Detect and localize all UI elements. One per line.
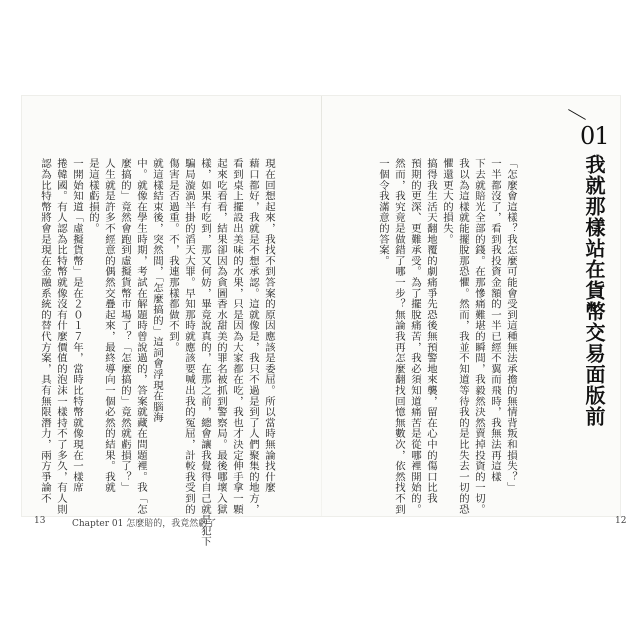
- left-page-line: 藉口都好，我就是不想承認。這就像是，我只不過是到了人們聚集的地方，: [247, 158, 259, 515]
- left-page-line: 傷害是否過重。不，我連那樣都做不到。: [167, 158, 179, 353]
- chapter-title: 我就那樣站在貨幣交易面版前: [582, 154, 606, 427]
- right-page-line: 搞得我生活天翻地覆的劇痛爭先恐後無預警地來襲，留在心中的傷口比我: [425, 158, 437, 504]
- left-page-line: 麼搞的」竟然會跑到虛擬貨幣市場了？「怎麼搞的」竟然就虧損了？」: [119, 158, 131, 493]
- left-page-line: 起來吃看看，結果卻因為貪圖香水甜美的罪名被抓到警察局。最後哪壞入獄: [215, 158, 227, 515]
- left-page-line: 看到桌上擺設出美味的水果，只是因為大家都在吃，我也才決定伸手拿一顆: [231, 158, 243, 515]
- left-page-line: 騙局漩渦半掛的滔天大罪。早知那時就應該要喊出我的冤屈，計較我受到的: [183, 158, 195, 515]
- right-page-line: 我以為這樣就能擺脫那恐懼。然而，我並不知道等待我的是比失去一切的恐: [457, 158, 469, 515]
- left-page-line: 就這樣結束後，突然間，「怎麼搞的」這詞會浮現在腦海: [151, 158, 163, 423]
- book-spread: [22, 96, 627, 547]
- right-page-line: 一個令我滿意的答案。: [377, 158, 389, 266]
- right-page-line: 然而，我究竟是做錯了哪一步？無論我再怎麼翻找回憶無數次，依然找不到: [393, 158, 405, 515]
- left-page-line: 中。就像在學生時期，考試在解題時曾說過的，答案就藏在問題裡。我「怎: [135, 158, 147, 515]
- left-page-line: 人生就是許多不經意的偶然交疊起來，最終導向一個必然的結果。我就: [103, 158, 115, 493]
- page-gutter: [321, 96, 322, 516]
- right-page-number: 12: [615, 516, 627, 526]
- right-page-line: 預期的更深、更難承受。為了擺脫痛苦，我必須知道痛苦是從哪裡開始的。: [409, 158, 421, 515]
- left-page-line: 認為比特幣將會是現在金融系統的替代方案，具有無限潛力，兩方爭論不: [39, 158, 51, 504]
- chapter-decoration-rule: [568, 109, 586, 120]
- chapter-number: 01: [580, 122, 609, 150]
- left-page-line: 捲韓國。有人認為比特幣就像沒有什麼價值的泡沫一樣持不了多久，有人則: [55, 158, 67, 515]
- right-page-line: 下去就賠光全部的錢。在那慘痛難堪的瞬間，我毅然決然賣掉投資的一切。: [473, 158, 485, 515]
- left-page-line: 一開始知道「虛擬貨幣」是在２０１７年，當時比特幣就像現在一樣席: [71, 158, 83, 493]
- left-page-line: 是這樣虧損的。: [87, 158, 99, 234]
- right-page-line: 「怎麼會這樣？我怎麼可能會受到這種無法承擔的無情背叛和損失？」: [505, 158, 517, 493]
- left-page-line: 樣，如果有吃到，那又何妨，畢竟說真的，在那之前，總會讓我覺得自己就是犯下: [199, 158, 211, 547]
- running-head: Chapter 01 怎麼賠的，我竟然虧了: [72, 519, 217, 529]
- left-page-line: 現在回想起來，我找不到答案的原因應該是委屈。所以當時無論找什麼: [263, 158, 275, 493]
- left-page-number: 13: [34, 516, 46, 526]
- right-page-line: 一半都沒了，看到我投資金額的一半已經不翼而飛時，我無法再這樣: [489, 158, 501, 482]
- right-page-line: 懼還更大的損失。: [441, 158, 453, 245]
